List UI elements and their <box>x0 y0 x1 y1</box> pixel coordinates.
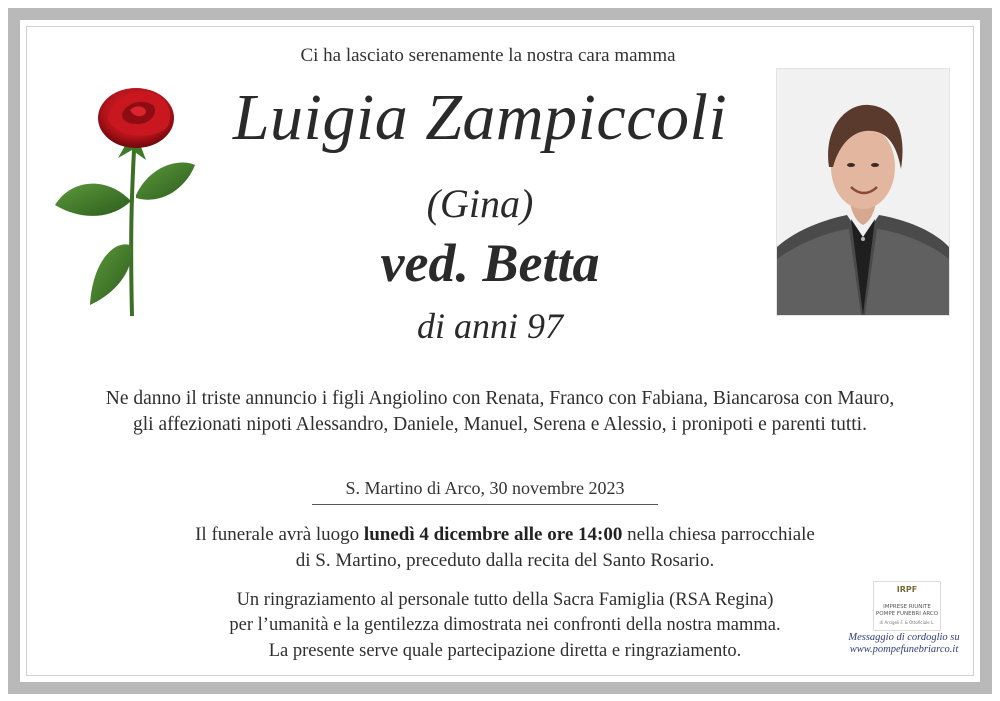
portrait-photo <box>776 68 950 316</box>
funeral-info <box>120 522 890 574</box>
deceased-nickname: (Gina) <box>426 181 534 226</box>
funeral-line-2: di S. Martino, preceduto dalla recita del Santo Rosario. <box>295 550 715 571</box>
funeral-line-1 <box>120 522 890 548</box>
deceased-name: Luigia Zampiccoli <box>232 81 728 154</box>
logo-line-2: POMPE FUNEBRI ARCO <box>875 611 939 617</box>
deceased-age: di anni 97 <box>416 306 563 346</box>
place-date: S. Martino di Arco, 30 novembre 2023 <box>312 478 658 505</box>
laurel-badge-icon: IRPF <box>896 585 918 594</box>
funeral-text-pre: Il funerale avrà luogo <box>195 524 364 545</box>
condolence-link[interactable] <box>838 632 970 656</box>
intro-line: Ci ha lasciato serenamente la nostra cara mamma <box>300 45 676 66</box>
announcement-line-2: gli affezionati nipoti Alessandro, Daniele, Manuel, Serena e Alessio, i pronipoti e parenti tutti. <box>133 414 867 435</box>
thanks-text <box>150 588 860 638</box>
logo-line-3: di Arcigeli F. & Ottoficiale L. <box>879 620 935 625</box>
funeral-home-logo <box>873 581 941 631</box>
closing-text: La presente serve quale partecipazione diretta e ringraziamento. <box>268 641 742 661</box>
announcement-line-1: Ne danno il triste annuncio i figli Angiolino con Renata, Franco con Fabiana, Biancarosa con Mauro, <box>105 388 895 409</box>
announcement-text <box>40 386 960 438</box>
thanks-line-1: Un ringraziamento al personale tutto della Sacra Famiglia (RSA Regina) <box>236 590 774 610</box>
funeral-text-post: nella chiesa parrocchiale <box>622 524 815 545</box>
place-date-block <box>312 478 658 505</box>
logo-name <box>874 604 940 618</box>
widow-of: ved. Betta <box>380 233 600 293</box>
logo-line-1: IMPRESE RIUNITE <box>883 604 931 610</box>
condolence-url[interactable]: www.pompefunebriarco.it <box>849 644 959 655</box>
condolence-line-1: Messaggio di cordoglio su <box>848 632 960 643</box>
thanks-line-2: per l’umanità e la gentilezza dimostrata nei confronti della nostra mamma. <box>229 615 781 635</box>
funeral-date-time: lunedì 4 dicembre alle ore 14:00 <box>363 524 623 545</box>
